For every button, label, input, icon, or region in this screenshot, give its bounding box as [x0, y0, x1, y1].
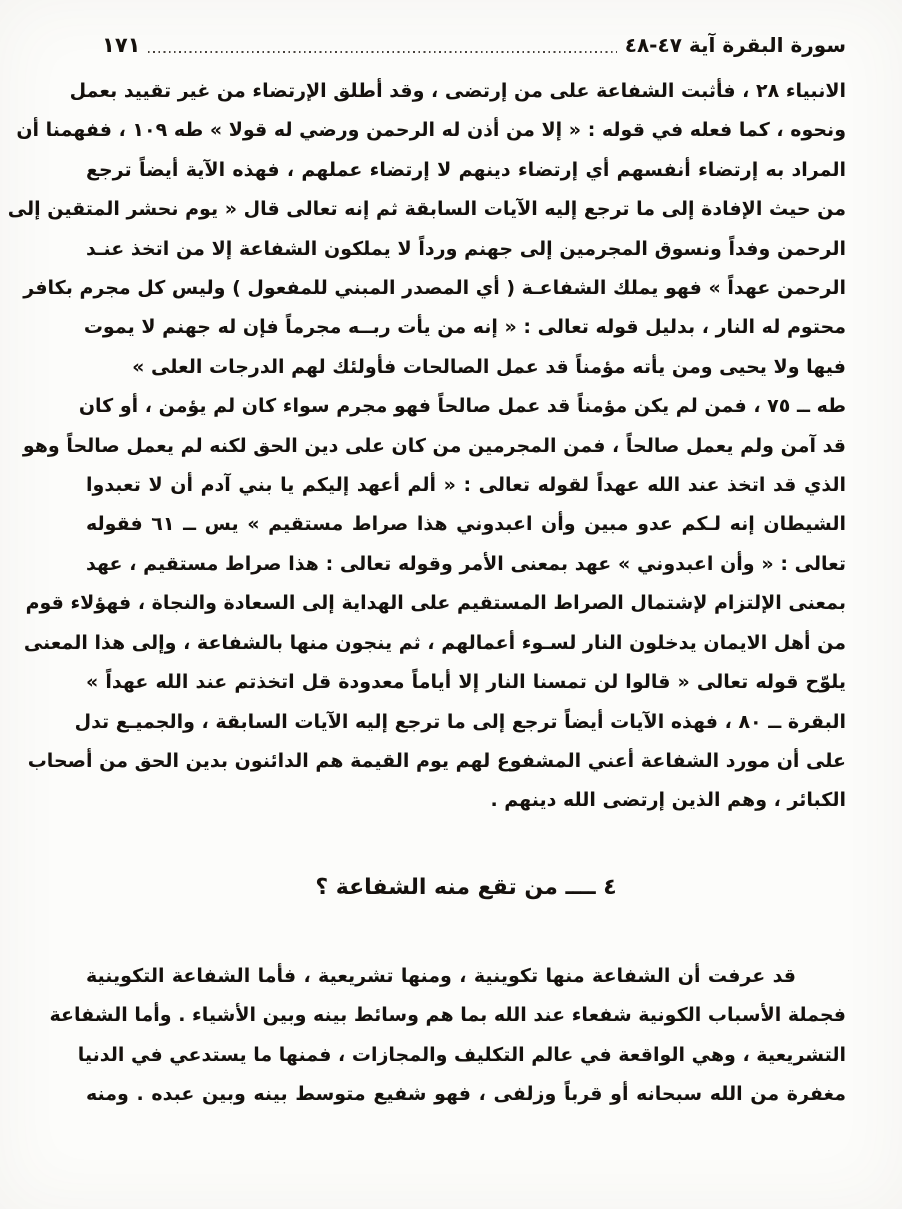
text-line: فيها ولا يحيى ومن يأته مؤمناً قد عمل الصالحات فأولئك لهم الدرجات العلى »: [132, 355, 846, 378]
text-line: الذي قد اتخذ عند الله عهداً لقوله تعالى : « ألم أعهد إليكم يا بني آدم أن لا تعبدوا: [86, 474, 846, 497]
text-line: فجملة الأسباب الكونية شفعاء عند الله بما هم وسائط بينه وبين الأشياء . وأما الشفاعة: [49, 1004, 846, 1027]
text-line: الشيطان إنه لـكم عدو مبين وأن اعبدوني هذا صراط مستقيم » يس ــ ٦١ فقوله: [86, 513, 846, 536]
text-line: يلوّح قوله تعالى « قالوا لن تمسنا النار إلا أياماً معدودة قل اتخذتم عند الله عهداً »: [86, 671, 846, 694]
page-body: [7, 72, 846, 1114]
text-line: بمعنى الإلتزام لإشتمال الصراط المستقيم على الهداية إلى السعادة والنجاة ، فهؤلاء قوم: [25, 592, 846, 615]
text-line: التشريعية ، وهي الواقعة في عالم التكليف والمجازات ، فمنها ما يستدعي في الدنيا: [77, 1043, 846, 1066]
text-line: على أن مورد الشفاعة أعني المشفوع لهم يوم القيمة هم الدائنون بدين الحق من أصحاب: [27, 749, 846, 772]
text-line: الكبائر ، وهم الذين إرتضى الله دينهم .: [490, 789, 846, 812]
text-line: البقرة ــ ٨٠ ، فهذه الآيات أيضاً ترجع إلى ما ترجع إليه الآيات السابقة ، والجميـع تدل: [74, 710, 846, 733]
chapter-title: سورة البقرة آية ٤٧-٤٨: [624, 33, 846, 57]
text-line: ونحوه ، كما فعله في قوله : « إلا من أذن له الرحمن ورضي له قولا » طه ١٠٩ ، ففهمنا أن: [16, 119, 846, 142]
paragraph-1: [7, 72, 846, 821]
section-heading: ٤ ــــ من تقع منه الشفاعة ؟: [315, 874, 617, 900]
text-line: قد عرفت أن الشفاعة منها تكوينية ، ومنها تشريعية ، فأما الشفاعة التكوينية: [86, 964, 796, 987]
page-number: ١٧١: [102, 33, 141, 57]
page-header: [102, 30, 846, 60]
text-line: طه ــ ٧٥ ، فمن لم يكن مؤمناً قد عمل صالحاً فهو مجرم سواء كان لم يؤمن ، أو كان: [78, 395, 846, 418]
text-line: الرحمن وفداً ونسوق المجرمين إلى جهنم ورداً لا يملكون الشفاعة إلا من اتخذ عنـد: [86, 237, 846, 260]
text-line: من حيث الإفادة إلى ما ترجع إليه الآيات السابقة ثم إنه تعالى قال « يوم نحشر المتقين إلى: [7, 198, 846, 221]
text-line: مغفرة من الله سبحانه أو قرباً وزلفى ، فهو شفيع متوسط بينه وبين عبده . ومنه: [86, 1082, 846, 1105]
text-line: قد آمن ولم يعمل صالحاً ، فمن المجرمين من كان على دين الحق لكنه لم يعمل صالحاً وهو: [22, 434, 846, 457]
text-line: تعالى : « وأن اعبدوني » عهد بمعنى الأمر وقوله تعالى : هذا صراط مستقيم ، عهد: [86, 552, 846, 575]
dotted-leader: [148, 51, 616, 53]
text-line: المراد به إرتضاء أنفسهم أي إرتضاء دينهم لا إرتضاء عملهم ، فهذه الآية أيضاً ترجع: [86, 158, 846, 181]
text-line: الرحمن عهداً » فهو يملك الشفاعـة ( أي المصدر المبني للمفعول ) وليس كل مجرم بكافر: [23, 277, 846, 300]
paragraph-2: [49, 957, 846, 1115]
text-line: الانبياء ٢٨ ، فأثبت الشفاعة على من إرتضى ، وقد أطلق الإرتضاء من غير تقييد بعمل: [69, 80, 846, 102]
text-line: محتوم له النار ، بدليل قوله تعالى : « إنه من يأت ربــه مجرماً فإن له جهنم لا يموت: [83, 316, 846, 339]
text-line: من أهل الايمان يدخلون النار لسـوء أعمالهم ، ثم ينجون منها بالشفاعة ، وإلى هذا المعنى: [23, 631, 846, 654]
